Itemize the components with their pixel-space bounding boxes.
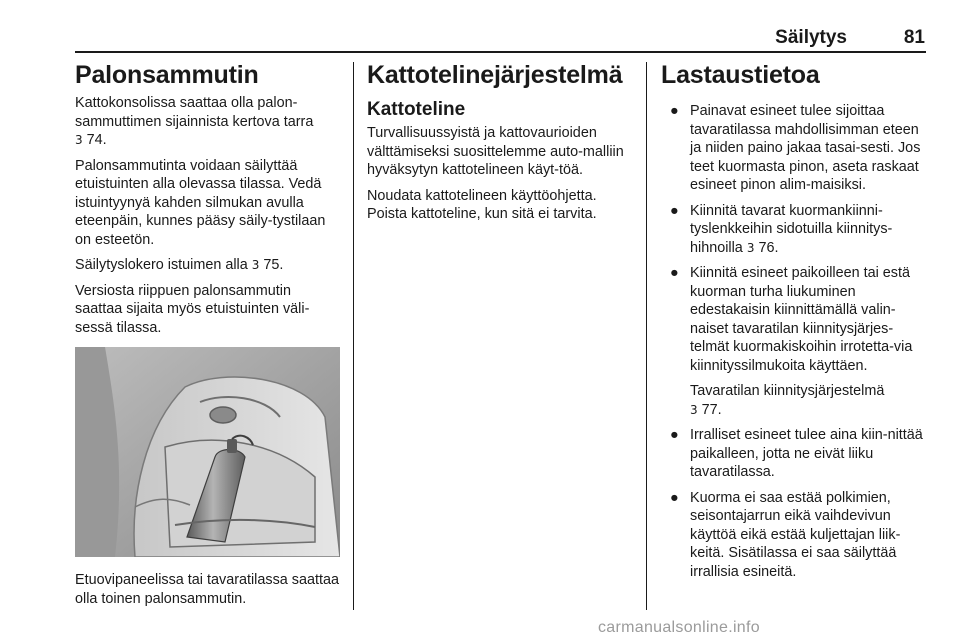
- paragraph: Säilytyslokero istuimen alla 3 75.: [75, 257, 284, 273]
- page-ref: 75.: [263, 257, 284, 273]
- list-item: ● Kiinnitä tavarat kuormankiinni-tyslenkkeihin sidotuilla kiinnitys-hihnoilla 3 76.: [670, 202, 893, 256]
- header-rule: [75, 51, 926, 53]
- paragraph: Noudata kattotelineen käyttöohjetta. Poista kattoteline, kun sitä ei tarvita.: [367, 187, 597, 222]
- heading-loading-info: Lastaustietoa: [661, 61, 820, 89]
- paragraph: Kattokonsolissa saattaa olla palon-sammuttimen sijainnista kertova tarra 3 74.: [75, 95, 314, 148]
- paragraph: Versiosta riippuen palonsammutin saattaa sijaita myös etuistuinten väli-sessä tilassa.: [75, 282, 310, 336]
- page-ref-icon: 3: [690, 402, 698, 417]
- heading-fire-extinguisher: Palonsammutin: [75, 61, 259, 89]
- paragraph: Turvallisuussyistä ja kattovaurioiden välttämiseksi suosittelemme auto-malliin hyväksytyn kattotelineen käyt-töä.: [367, 125, 624, 178]
- bullet-icon: ●: [670, 427, 679, 443]
- page-ref-icon: 3: [251, 258, 260, 272]
- page-number: 81: [903, 27, 925, 48]
- page-ref: 76.: [758, 239, 779, 256]
- image-caption: Etuovipaneelissa tai tavaratilassa saattaa olla toinen palonsammutin.: [75, 572, 339, 607]
- list-item: ● Kiinnitä esineet paikoilleen tai estä kuorman turha liukuminen edestakaisin kiinnittämällä valin-naiset tavaratilan kiinnitysjärjes-telmät kuormakiskoihin irrotetta-via kiinnityssilmukoita käyttäen. Tavaratilan kiinnitysjärjestelmä 3 77.: [670, 265, 913, 418]
- column-divider-2: [646, 62, 647, 610]
- list-item: ● Irralliset esineet tulee aina kiin-nittää paikalleen, jotta ne eivät liiku tavaratilassa.: [670, 427, 923, 480]
- page-ref: 77.: [701, 401, 722, 418]
- bullet-icon: ●: [670, 265, 679, 281]
- bullet-icon: ●: [670, 103, 679, 119]
- subheading-roof-rack: Kattoteline: [367, 99, 466, 120]
- column-loading-info: [661, 58, 929, 588]
- fire-extinguisher-photo: [75, 347, 340, 557]
- page-ref-icon: 3: [75, 133, 83, 147]
- column-divider-1: [353, 62, 354, 610]
- column-fire-extinguisher: [75, 58, 341, 615]
- bullet-list: [661, 102, 929, 581]
- page-ref-icon: 3: [746, 240, 755, 255]
- list-item: ● Painavat esineet tulee sijoittaa tavaratilassa mahdollisimman eteen ja niiden paino jakaa tasai-sesti. Jos teet kuormasta pinon, aseta raskaat esineet pinon alim-maisiksi.: [670, 103, 921, 193]
- watermark: carmanualsonline.info: [598, 619, 760, 636]
- heading-roof-rack-system: Kattotelinejärjestelmä: [367, 61, 623, 89]
- bullet-icon: ●: [670, 489, 679, 506]
- page-ref: 74.: [86, 132, 107, 148]
- page-header: [75, 27, 925, 51]
- paragraph: Palonsammutinta voidaan säilyttää etuistuinten alla olevassa tilassa. Vedä istuintyynyä kahden silmukan avulla eteenpäin, kunnes pääsy säily-tystilaan on esteetön.: [75, 157, 326, 248]
- section-title: Säilytys: [775, 27, 847, 48]
- list-item: ● Kuorma ei saa estää polkimien, seisontajarrun eikä vaihdevivun käyttöä eikä estää kuljettajan liik-keitä. Sisätilassa ei saa säilyttää irrallisia esineitä.: [670, 489, 901, 580]
- column-roof-rack: [367, 58, 633, 231]
- bullet-icon: ●: [670, 202, 679, 219]
